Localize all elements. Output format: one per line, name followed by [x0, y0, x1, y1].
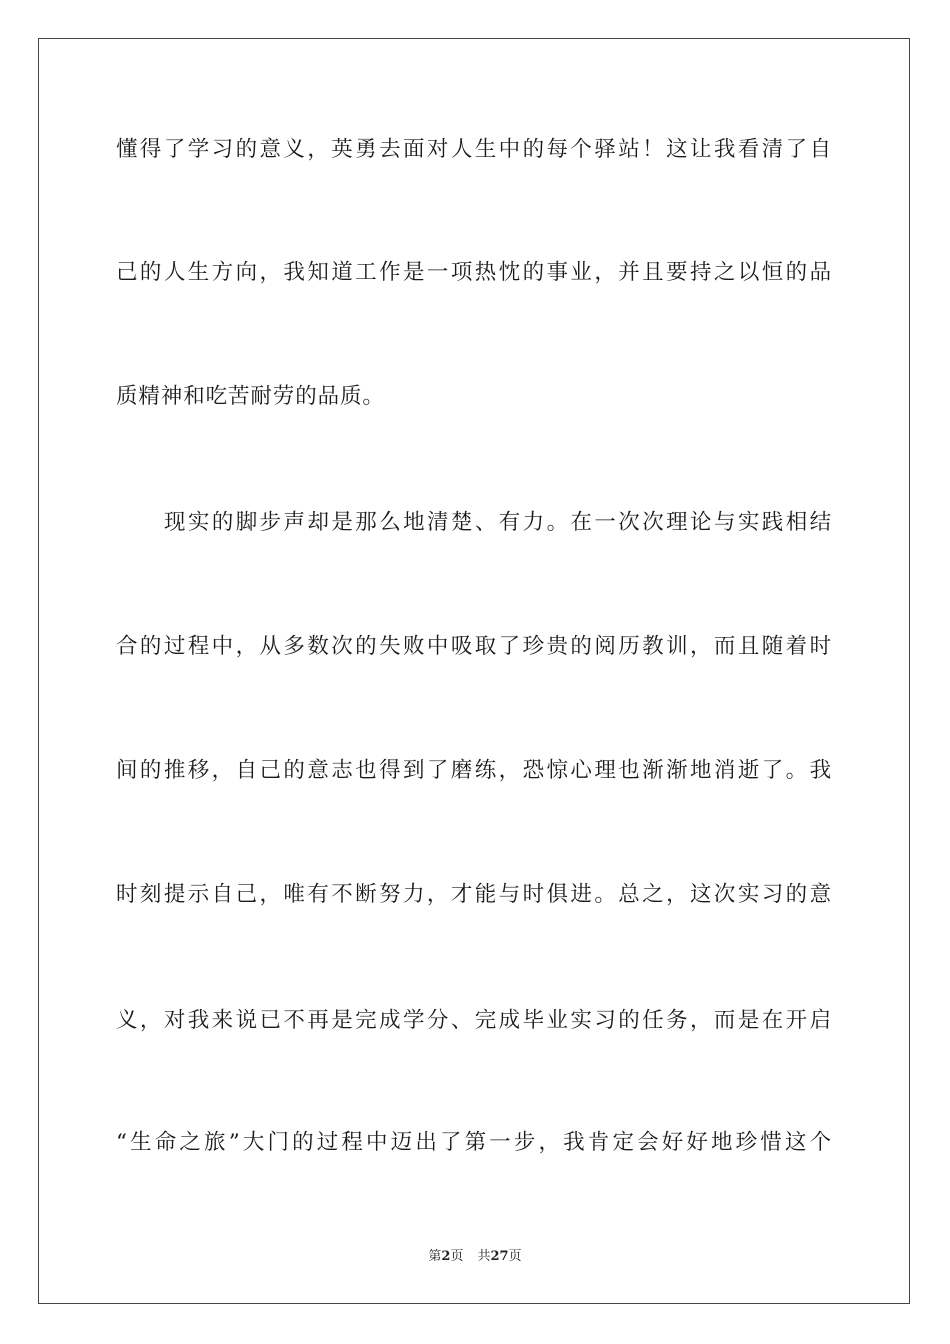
total-label-suffix: 页	[508, 1249, 522, 1264]
paragraph-line: 间的推移，自己的意志也得到了磨练，恐惊心理也渐渐地消逝了。我	[116, 758, 832, 783]
paragraph-line: 合的过程中，从多数次的失败中吸取了珍贵的阅历教训，而且随着时	[116, 634, 832, 659]
paragraph-line: 己的人生方向，我知道工作是一项热忱的事业，并且要持之以恒的品	[116, 260, 832, 285]
paragraph-line: “生命之旅”大门的过程中迈出了第一步，我肯定会好好地珍惜这个	[116, 1130, 832, 1155]
paragraph-line: 质精神和吃苦耐劳的品质。	[116, 384, 385, 409]
page-label-prefix: 第	[428, 1249, 442, 1264]
total-label-prefix: 共	[477, 1249, 491, 1264]
page-label-suffix: 页	[450, 1249, 464, 1264]
page-border	[38, 38, 910, 1304]
paragraph-line: 时刻提示自己，唯有不断努力，才能与时俱进。总之，这次实习的意	[116, 882, 832, 907]
paragraph-line: 现实的脚步声却是那么地清楚、有力。在一次次理论与实践相结	[164, 510, 832, 535]
paragraph-line: 懂得了学习的意义，英勇去面对人生中的每个驿站！这让我看清了自	[116, 137, 832, 162]
total-pages: 27	[490, 1249, 509, 1264]
paragraph-line: 义，对我来说已不再是完成学分、完成毕业实习的任务，而是在开启	[116, 1008, 832, 1033]
page-footer	[0, 1248, 950, 1266]
page-number: 2	[441, 1249, 451, 1264]
